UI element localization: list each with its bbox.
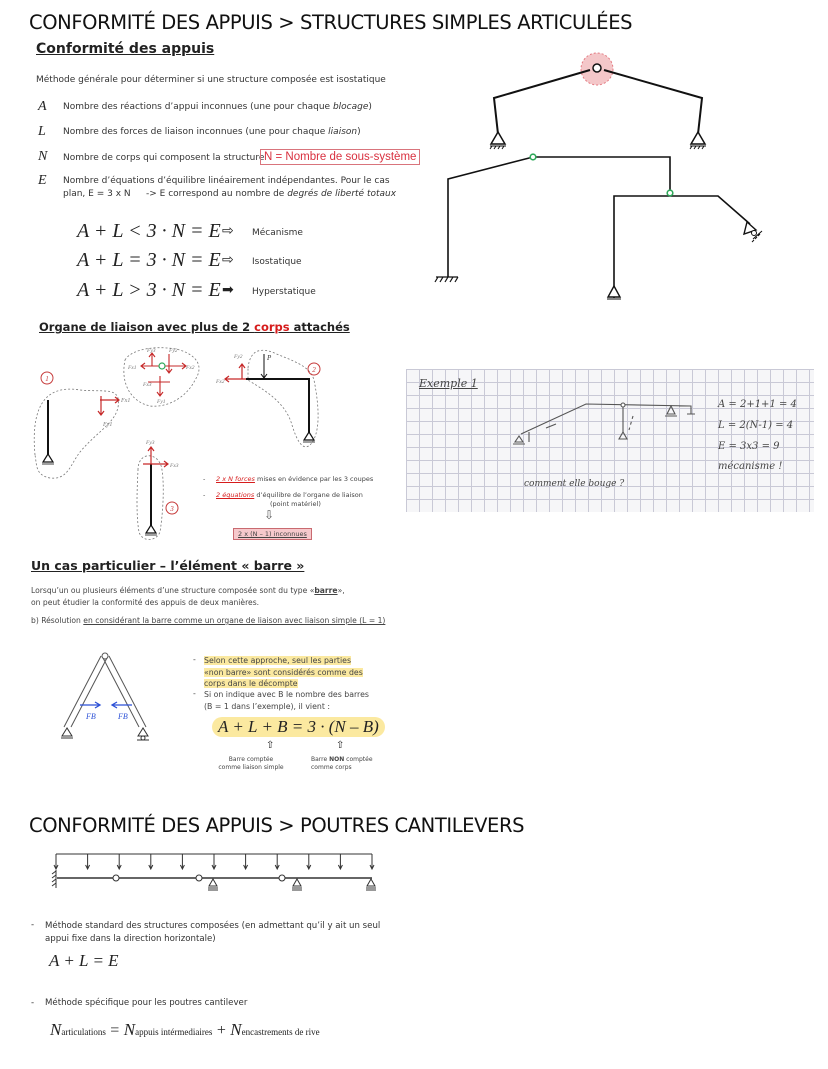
cantilever-bullet-1: Méthode standard des structures composées (en admettant qu’il y ait un seul appui fixe dans la direction horizontale) [45, 921, 381, 944]
definition-l: Nombre des forces de liaison inconnues (une pour chaque liaison) [63, 127, 361, 137]
up-arrow-icon: ⇧ [266, 740, 275, 751]
barre-paragraph-3: b) Résolution en considérant la barre comme un organe de liaison avec liaison simple (L = 1) [31, 616, 386, 625]
body-label-2: 2 [312, 366, 316, 374]
note-sous-systeme: N = Nombre de sous-système [260, 149, 420, 165]
bullet-dash: - [203, 491, 206, 499]
result-hyperstatique: Hyperstatique [252, 287, 316, 297]
frame-right-member [604, 70, 702, 134]
example-line-mecanisme: mécanisme ! [718, 461, 783, 472]
formula-cantilever: Narticulations = Nappuis intérmediaires + Nencastrements de rive [50, 1020, 320, 1039]
subtitle-barre: Un cas particulier – l’élément « barre » [31, 558, 305, 573]
fixed-end [52, 870, 56, 888]
example-line-e: E = 3x3 = 9 [718, 441, 780, 452]
hinge-top [593, 64, 601, 72]
pin-support-right [691, 132, 705, 144]
definition-e-line2a: plan, E = 3 x N [63, 189, 131, 199]
free-body-diagrams [20, 340, 340, 550]
barre-bullet-2: Si on indique avec B le nombre des barres (B = 1 dans l’exemple), il vient : [204, 690, 369, 711]
definition-a: Nombre des réactions d’appui inconnues (une pour chaque blocage) [63, 102, 372, 112]
bar-diagram [50, 648, 170, 748]
body-label-3: 3 [170, 505, 174, 513]
ground-hatch-left [490, 146, 506, 149]
intro-text: Méthode générale pour déterminer si une structure composée est isostatique [36, 75, 386, 85]
pin-support-left [491, 132, 505, 144]
svg-text:Fx3: Fx3 [143, 382, 152, 388]
example-question: comment elle bouge ? [524, 479, 625, 489]
section-title-structures: CONFORMITÉ DES APPUIS > STRUCTURES SIMPLES ARTICULÉES [29, 11, 633, 34]
body-1 [34, 372, 130, 478]
load-arrow [149, 854, 153, 869]
load-arrow [117, 854, 121, 869]
cantilever-bullet-2: Méthode spécifique pour les poutres cantilever [45, 998, 248, 1008]
barre-paragraph-2: on peut étudier la conformité des appuis de deux manières. [31, 598, 260, 607]
barre-paragraph-1: Lorsqu’un ou plusieurs éléments d’une structure composée sont du type «barre», [31, 586, 345, 595]
barre-bullet-1: Selon cette approche, seul les parties «non barre» sont considérés comme des corps dans le décompte [204, 656, 363, 688]
svg-text:Fy3: Fy3 [146, 440, 155, 446]
cantilever-beam-diagram [40, 850, 390, 900]
force-fb-right: FB [118, 712, 128, 721]
definition-e-line1: Nombre d’équations d’équilibre linéairement indépendantes. Pour le cas [63, 176, 390, 186]
connection-node [124, 348, 199, 407]
formula-mecanisme: A + L < 3 · N = E [77, 220, 221, 242]
note-barre-corps: Barre NON comptée comme corps [311, 756, 373, 771]
svg-text:Fx2: Fx2 [216, 379, 225, 385]
svg-text:Fy2: Fy2 [169, 348, 178, 354]
load-arrow [338, 854, 342, 869]
body-3 [137, 440, 179, 540]
result-inconnues: 2 x (N – 1) inconnues [233, 528, 312, 540]
body-label-1: 1 [45, 375, 49, 383]
note-barre-liaison: Barre comptée comme liaison simple [218, 756, 284, 771]
bullet-dash: - [31, 920, 35, 930]
definition-e-line2b: -> E correspond au nombre de degrés de liberté totaux [146, 189, 397, 199]
load-arrow [370, 854, 374, 869]
example-title: Exemple 1 [419, 377, 478, 390]
symbol-e: E [38, 173, 47, 188]
svg-text:Fx3: Fx3 [170, 463, 179, 469]
bullet-dash: - [203, 475, 206, 483]
symbol-a: A [38, 99, 47, 114]
svg-text:Fy1: Fy1 [157, 399, 166, 405]
definition-n: Nombre de corps qui composent la structure [63, 153, 265, 163]
formula-hyperstatique: A + L > 3 · N = E [77, 279, 221, 301]
up-arrow-icon: ⇧ [336, 740, 345, 751]
section-title-cantilevers: CONFORMITÉ DES APPUIS > POUTRES CANTILEVERS [29, 814, 525, 837]
bullet-forces: 2 x N forces mises en évidence par les 3 coupes [216, 475, 374, 483]
hinge-green-1 [530, 154, 536, 160]
pin-support-middle [608, 286, 620, 297]
load-arrow [212, 854, 216, 869]
arrow-right-icon: ⇨ [222, 224, 234, 239]
load-arrow [180, 854, 184, 869]
three-hinged-frame [490, 53, 706, 149]
svg-text:Fy2: Fy2 [234, 354, 243, 360]
example-line-l: L = 2(N-1) = 4 [718, 420, 794, 431]
result-isostatique: Isostatique [252, 257, 302, 267]
subtitle-organe: Organe de liaison avec plus de 2 corps attachés [39, 320, 350, 334]
frame-diagrams [420, 40, 820, 310]
subtitle-conformite: Conformité des appuis [36, 41, 215, 57]
formula-standard: A + L = E [49, 951, 119, 970]
load-arrows [54, 854, 374, 869]
arrow-right-filled-icon: ➡ [222, 283, 234, 298]
result-mecanisme: Mécanisme [252, 228, 303, 238]
formula-isostatique: A + L = 3 · N = E [77, 249, 221, 271]
symbol-n: N [38, 149, 48, 164]
load-arrow [244, 854, 248, 869]
svg-text:Fy3: Fy3 [147, 348, 156, 354]
bullet-equations-sub: (point matériel) [270, 500, 321, 508]
force-label: Fx1 [121, 398, 131, 404]
example-line-a: A = 2+1+1 = 4 [718, 399, 797, 410]
sketch-structure [511, 394, 711, 449]
symbol-l: L [38, 124, 46, 139]
bullet-dash: - [31, 998, 35, 1008]
compound-frame [435, 154, 762, 299]
bullet-dash: - [193, 655, 196, 664]
bullet-dash: - [193, 689, 196, 698]
arrow-right-icon: ⇨ [222, 253, 234, 268]
force-label: Fy1 [103, 422, 113, 428]
graph-paper-example [406, 369, 814, 512]
svg-text:Fx1: Fx1 [128, 365, 137, 371]
bullet-equations: 2 équations d’équilibre de l’organe de liaison [216, 491, 363, 499]
fixed-support [435, 277, 458, 282]
hinge-green-2 [667, 190, 673, 196]
ground-hatch-right [690, 146, 706, 149]
force-fb-left: FB [86, 712, 96, 721]
body-2 [215, 350, 320, 447]
down-arrow-icon: ⇩ [264, 508, 275, 522]
formula-barre: A + L + B = 3 · (N – B) [212, 717, 385, 737]
frame-left-member [494, 70, 590, 134]
load-arrow [54, 854, 58, 869]
load-arrow [275, 854, 279, 869]
force-p: P [267, 354, 272, 362]
svg-text:Fx2: Fx2 [186, 365, 195, 371]
load-arrow [86, 854, 90, 869]
load-arrow [307, 854, 311, 869]
